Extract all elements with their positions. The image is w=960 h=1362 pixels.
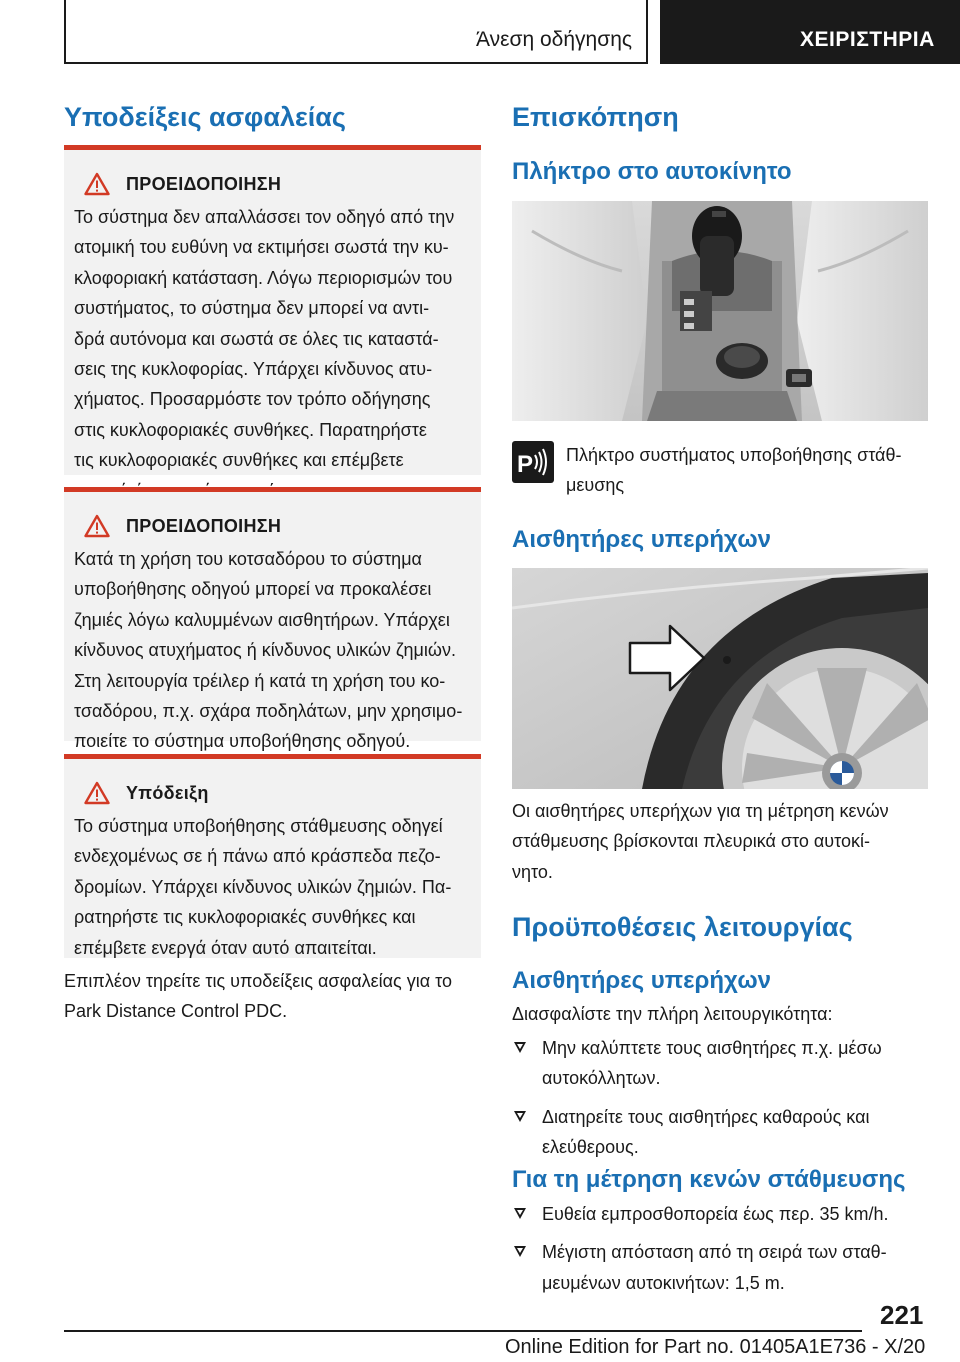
notice-text: Το σύστημα υποβοήθησης στάθμευσης οδηγεί ενδεχομένως σε ή πάνω από κράσπεδα πεζο- δρομίων. Υπάρχει κίνδυνος υλικών ζημιών. Πα- ρατηρήστε τις κυκλοφοριακές συνθήκες και επέμβετε ενεργά όταν αυτό απαιτείται.	[74, 816, 452, 958]
svg-text:P: P	[517, 451, 534, 478]
bullet-triangle-icon	[514, 1246, 526, 1257]
warning-box-2	[64, 487, 481, 752]
warning-triangle-icon	[84, 781, 110, 805]
button-caption: Πλήκτρο συστήματος υποβοήθησης στάθ- μευσης	[566, 445, 902, 496]
overview-title: Επισκόπηση	[512, 102, 679, 132]
warning-text: Κατά τη χρήση του κοτσαδόρου το σύστημα υποβοήθησης οδηγού μπορεί να προκαλέσει ζημιές λόγω καλυμμένων αισθητήρων. Υπάρχει κίνδυνος ατυχήματος ή κίνδυνος υλικών ζημιών. Στη λειτουργία τρέιλερ ή κατά τη χρήση του κο- τσαδόρου, π.χ. σχάρα ποδηλάτων, μην χρησιμο- ποιείτε το σύστημα υποβοήθησης οδηγού.	[74, 549, 463, 752]
closing-paragraph: Επιπλέον τηρείτε τις υποδείξεις ασφαλείας για το Park Distance Control PDC.	[64, 971, 452, 1022]
bullet-triangle-icon	[514, 1042, 526, 1053]
list-item: Διατηρείτε τους αισθητήρες καθαρούς και ελεύθερους.	[512, 1102, 928, 1163]
sensor-photo-image	[512, 568, 928, 789]
console-photo-image	[512, 201, 928, 421]
list-item: Μην καλύπτετε τους αισθητήρες π.χ. μέσω αυτοκόλλητων.	[512, 1033, 928, 1094]
warning-title: ΠΡΟΕΙΔΟΠΟΙΗΣΗ	[126, 515, 282, 536]
header-section-box	[64, 0, 648, 64]
sensors-subtitle: Αισθητήρες υπερήχων	[512, 526, 771, 553]
console-photo	[512, 201, 928, 421]
list-item: Μέγιστη απόσταση από τη σειρά των σταθ- μευμένων αυτοκινήτων: 1,5 m.	[512, 1237, 928, 1298]
sensors-bullet-list	[512, 1033, 928, 1163]
requirements-title: Προϋποθέσεις λειτουργίας	[512, 912, 853, 942]
notice-title: Υπόδειξη	[126, 782, 209, 803]
warning-triangle-icon	[84, 514, 110, 538]
safety-title: Υποδείξεις ασφαλείας	[64, 102, 346, 132]
sensors-intro: Διασφαλίστε την πλήρη λειτουργικότητα:	[512, 1004, 833, 1024]
warning-triangle-icon	[84, 172, 110, 196]
bullet-triangle-icon	[514, 1208, 526, 1219]
sensors-requirements-subtitle: Αισθητήρες υπερήχων	[512, 967, 771, 994]
sensor-caption: Οι αισθητήρες υπερήχων για τη μέτρηση κενών στάθμευσης βρίσκονται πλευρικά στο αυτοκί- νητο.	[512, 801, 889, 882]
list-item: Ευθεία εμπροσθοπορεία έως περ. 35 km/h.	[512, 1199, 928, 1229]
footer-edition: Online Edition for Part no. 01405A1E736 - X/20	[505, 1336, 926, 1358]
warning-text: Το σύστημα δεν απαλλάσσει τον οδηγό από την ατομική του ευθύνη να εκτιμήσει σωστά την κυ- κλοφοριακή κατάσταση. Λόγω περιορισμών του συστήματος, το σύστημα δεν μπορεί να αντι- δρά αυτόνομα και σωστά σε όλες τις καταστά- σεις της κυκλοφορίας. Υπάρχει κίνδυνος ατυ- χήματος. Προσαρμόστε τον τρόπο οδήγησης στις κυκλοφοριακές συνθήκες. Παρατηρήστε τις κυκλοφοριακές συνθήκες και επέμβετε	[74, 207, 455, 471]
warning-box-1	[64, 145, 481, 475]
park-assist-button-icon	[512, 441, 554, 483]
warning-title: ΠΡΟΕΙΔΟΠΟΙΗΣΗ	[126, 173, 282, 194]
parking-space-bullet-list	[512, 1199, 928, 1298]
header-chapter-title: ΧΕΙΡΙΣΤΗΡΙΑ	[800, 28, 935, 51]
parking-space-subtitle: Για τη μέτρηση κενών στάθμευσης	[512, 1166, 906, 1193]
bullet-triangle-icon	[514, 1111, 526, 1122]
sensor-photo	[512, 568, 928, 789]
notice-box	[64, 754, 481, 958]
header-section-title: Άνεση οδήγησης	[476, 28, 632, 51]
footer-divider	[64, 1330, 862, 1332]
button-subtitle: Πλήκτρο στο αυτοκίνητο	[512, 158, 792, 185]
page-number: 221	[880, 1300, 924, 1330]
